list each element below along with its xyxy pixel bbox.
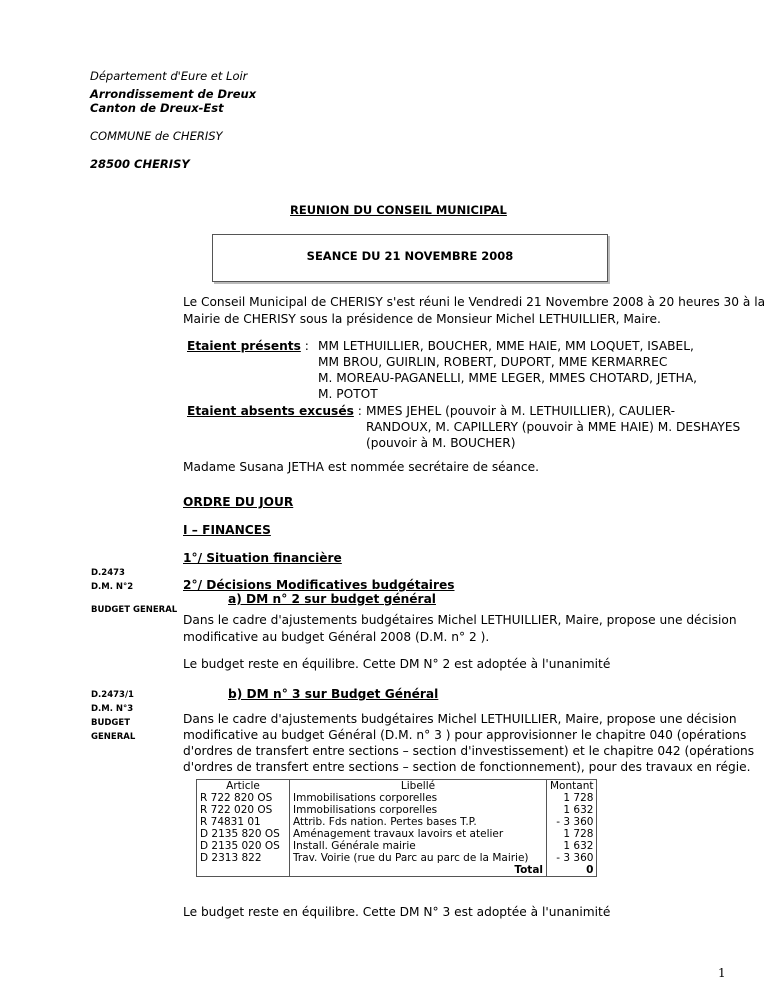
seance-box — [212, 234, 608, 282]
cell-article: D 2313 822 — [197, 852, 290, 864]
table-row — [197, 828, 597, 840]
cell-article: D 2135 820 OS — [197, 828, 290, 840]
total-label: Total — [290, 864, 547, 877]
cell-article: R 722 020 OS — [197, 804, 290, 816]
cell-montant: 1 632 — [563, 804, 594, 816]
dm2-para-line-2: modificative au budget Général 2008 (D.M. n° 2 ). — [183, 630, 490, 644]
intro-line-2: Mairie de CHERISY sous la présidence de Monsieur Michel LETHUILLIER, Maire. — [183, 312, 661, 326]
cell-montant: - 3 360 — [556, 852, 594, 864]
cell-montant: 1 632 — [563, 840, 594, 852]
table-row — [197, 816, 597, 828]
dm3-para-line-3: d'ordres de transfert entre sections – section d'investissement) et le chapitre 042 (opérations — [183, 744, 755, 758]
presents-line: MM BROU, GUIRLIN, ROBERT, DUPORT, MME KERMARREC — [318, 355, 668, 369]
absents-line: MMES JEHEL (pouvoir à M. LETHUILLIER), CAULIER- — [366, 404, 676, 418]
cell-libelle: Immobilisations corporelles — [290, 804, 547, 816]
margin-budget-2a: BUDGET — [91, 718, 131, 728]
margin-dm-2: D.M. N°3 — [91, 704, 134, 714]
margin-budget-1: BUDGET GENERAL — [91, 605, 178, 615]
cell-montant: 1 728 — [563, 828, 594, 840]
cell-article: R 722 820 OS — [197, 792, 290, 804]
absents-line: RANDOUX, M. CAPILLERY (pouvoir à MME HAIE) M. DESHAYES — [366, 420, 741, 434]
header-montant: Montant — [550, 780, 594, 792]
cell-libelle: Attrib. Fds nation. Pertes bases T.P. — [290, 816, 547, 828]
cell-montant: 1 728 — [563, 792, 594, 804]
margin-ref-1: D.2473 — [91, 568, 125, 578]
presents-line: M. MOREAU-PAGANELLI, MME LEGER, MMES CHOTARD, JETHA, — [318, 371, 698, 385]
table-header-row — [197, 780, 597, 793]
dm2-result: Le budget reste en équilibre. Cette DM N° 2 est adoptée à l'unanimité — [183, 657, 611, 671]
intro-line-1: Le Conseil Municipal de CHERISY s'est réuni le Vendredi 21 Novembre 2008 à 20 heures 30 à la — [183, 295, 766, 309]
postal-code-city: 28500 CHERISY — [90, 157, 190, 171]
seance-date: SEANCE DU 21 NOVEMBRE 2008 — [306, 249, 514, 263]
dm3-para-line-2: modificative au budget Général (D.M. n° 3 ) pour approvisionner le chapitre 040 (opérations — [183, 728, 747, 742]
departement: Département d'Eure et Loir — [90, 69, 248, 83]
dm3-para-line-1: Dans le cadre d'ajustements budgétaires Michel LETHUILLIER, Maire, propose une décision — [183, 712, 737, 726]
presents-line: M. POTOT — [318, 387, 378, 401]
page-number: 1 — [718, 966, 726, 980]
dm2-para-line-1: Dans le cadre d'ajustements budgétaires Michel LETHUILLIER, Maire, propose une décision — [183, 613, 737, 627]
cell-montant: - 3 360 — [556, 816, 594, 828]
presents-label: Etaient présents : — [187, 339, 309, 353]
meeting-title: REUNION DU CONSEIL MUNICIPAL — [290, 203, 507, 217]
absents-line: (pouvoir à M. BOUCHER) — [366, 436, 516, 450]
margin-dm-1: D.M. N°2 — [91, 582, 134, 592]
arrondissement: Arrondissement de Dreux — [90, 87, 257, 101]
cell-article: D 2135 020 OS — [197, 840, 290, 852]
header-article: Article — [197, 780, 290, 793]
table-row — [197, 840, 597, 852]
presents-line: MM LETHUILLIER, BOUCHER, MME HAIE, MM LOQUET, ISABEL, — [318, 339, 694, 353]
cell-libelle: Trav. Voirie (rue du Parc au parc de la Mairie) — [290, 852, 547, 864]
sub-heading-dm2: a) DM n° 2 sur budget général — [228, 592, 436, 606]
absents-label: Etaient absents excusés : — [187, 404, 362, 418]
canton: Canton de Dreux-Est — [90, 101, 224, 115]
absents-list — [366, 403, 740, 451]
cell-libelle: Install. Générale mairie — [290, 840, 547, 852]
item-decisions-modificatives: 2°/ Décisions Modificatives budgétaires — [183, 578, 455, 592]
presents-list — [318, 338, 697, 402]
table-row — [197, 792, 597, 804]
secretaire-line: Madame Susana JETHA est nommée secrétaire de séance. — [183, 460, 539, 474]
dm3-para-line-4: d'ordres de transfert entre sections – section de fonctionnement), pour des travaux en régie. — [183, 760, 751, 774]
cell-libelle: Immobilisations corporelles — [290, 792, 547, 804]
ordre-du-jour: ORDRE DU JOUR — [183, 495, 294, 509]
table-total-row — [197, 864, 597, 877]
commune: COMMUNE de CHERISY — [90, 129, 223, 143]
header-libelle: Libellé — [290, 780, 547, 793]
table-row — [197, 852, 597, 864]
cell-libelle: Aménagement travaux lavoirs et atelier — [290, 828, 547, 840]
total-value: 0 — [586, 864, 594, 876]
dm3-result: Le budget reste en équilibre. Cette DM N° 3 est adoptée à l'unanimité — [183, 905, 611, 919]
section-finances: I – FINANCES — [183, 523, 271, 537]
margin-budget-2b: GENERAL — [91, 732, 136, 742]
dm3-table — [196, 779, 597, 877]
item-situation-financiere: 1°/ Situation financière — [183, 551, 342, 565]
sub-heading-dm3: b) DM n° 3 sur Budget Général — [228, 687, 439, 701]
cell-article: R 74831 01 — [197, 816, 290, 828]
table-row — [197, 804, 597, 816]
margin-ref-2: D.2473/1 — [91, 690, 134, 700]
